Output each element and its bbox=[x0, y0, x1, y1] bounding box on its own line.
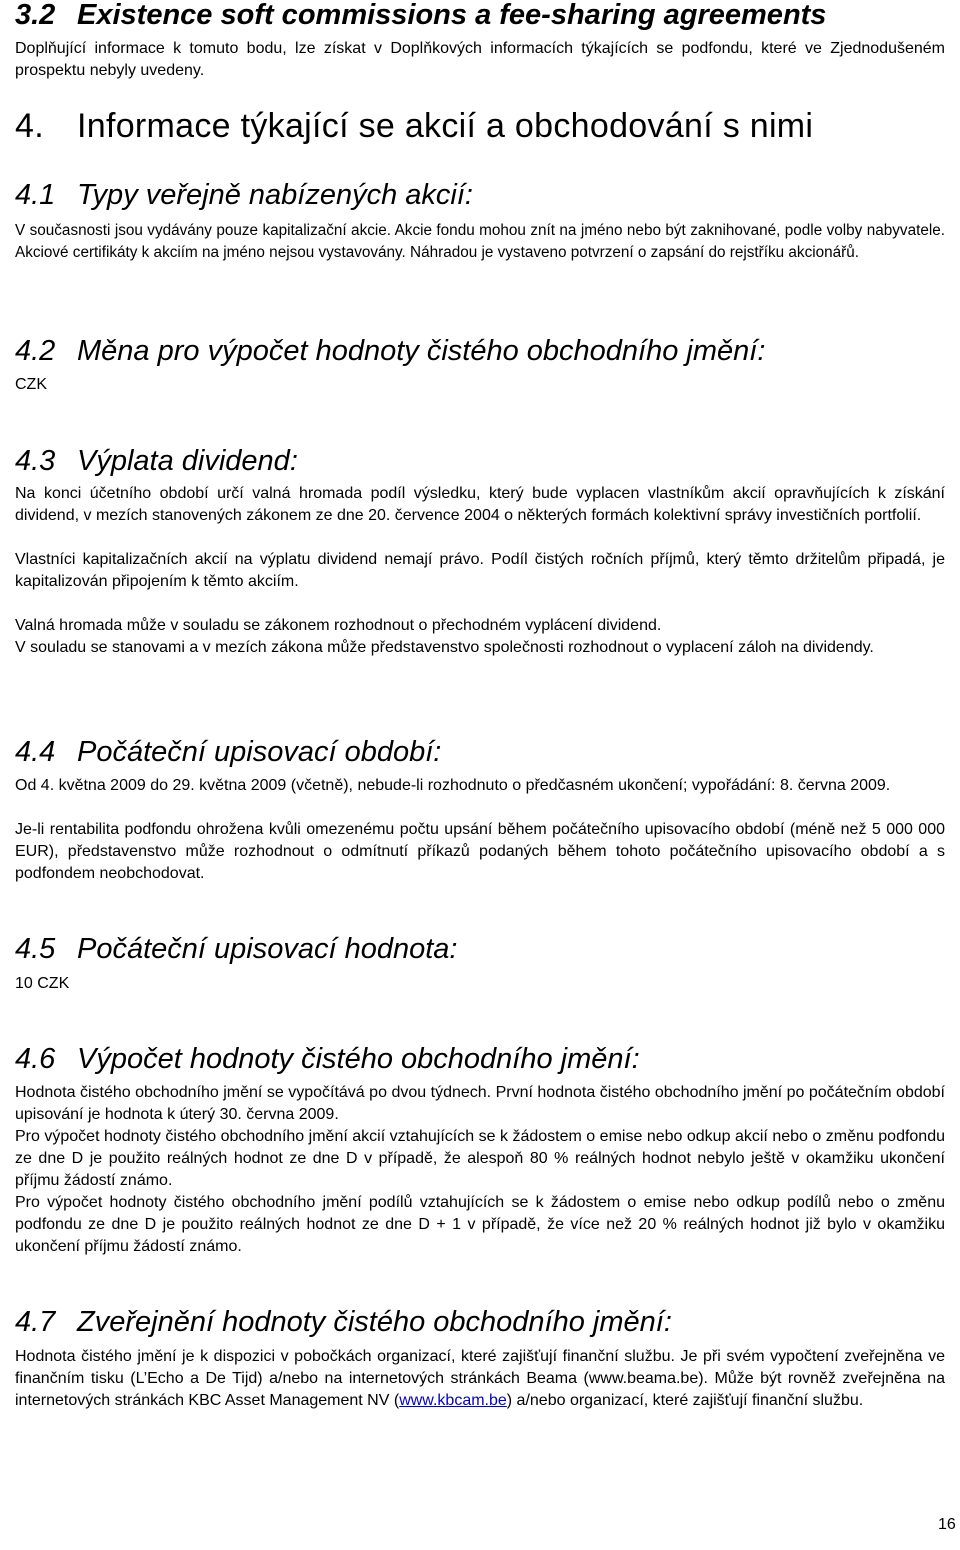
heading-4-6: 4.6 Výpočet hodnoty čistého obchodního jmění: bbox=[15, 1043, 640, 1075]
paragraph-4-3-3: Valná hromada může v souladu se zákonem rozhodnout o přechodném vyplácení dividend. bbox=[15, 617, 662, 634]
paragraph-4-5: 10 CZK bbox=[15, 975, 70, 992]
paragraph-4-6-2: Pro výpočet hodnoty čistého obchodního jmění akcií vztahujících se k žádostem o emise nebo odkup akcií nebo o změnu podfondu ze dne D je použito reálných hodnot ze dne D v případě, že alespoň 80 % reálných hodnot nebylo ještě v okamžiku ukončení příjmu žádostí známo. bbox=[15, 1128, 945, 1189]
heading-4: 4. Informace týkající se akcií a obchodování s nimi bbox=[15, 107, 814, 145]
paragraph-4-6-1: Hodnota čistého obchodního jmění se vypočítává po dvou týdnech. První hodnota čistého obchodního jmění po počátečním období upisování je hodnota k úterý 30. června 2009. bbox=[15, 1084, 945, 1123]
heading-4-2: 4.2 Měna pro výpočet hodnoty čistého obchodního jmění: bbox=[15, 335, 766, 367]
paragraph-4-3-4: V souladu se stanovami a v mezích zákona může představenstvo společnosti rozhodnout o vyplacení záloh na dividendy. bbox=[15, 639, 874, 656]
paragraph-4-7: Hodnota čistého jmění je k dispozici v pobočkách organizací, které zajišťují finanční službu. Je při svém vypočtení zveřejněna ve finančním tisku (L’Echo a De Tijd) a/nebo na internetových stránkách Beama (www.beama.be). Může být rovněž zveřejněna na internetových stránkách KBC Asset Management NV (www.kbcam.be) a/nebo organizací, které zajišťují finanční službu. bbox=[15, 1348, 945, 1409]
kbcam-link[interactable]: www.kbcam.be bbox=[399, 1392, 507, 1409]
paragraph-4-3-2: Vlastníci kapitalizačních akcií na výplatu dividend nemají právo. Podíl čistých ročních příjmů, který těmto držitelům připadá, je kapitalizován připojením k těmto akciím. bbox=[15, 551, 945, 590]
paragraph-4-6-3: Pro výpočet hodnoty čistého obchodního jmění podílů vztahujících se k žádostem o emise nebo odkup podílů nebo o změnu podfondu ze dne D je použito reálných hodnot ze dne D + 1 v případě, že více než 20 % reálných hodnot již bylo v okamžiku ukončení příjmu žádostí známo. bbox=[15, 1194, 945, 1255]
paragraph-4-3-1: Na konci účetního období určí valná hromada podíl výsledku, který bude vyplacen vlastníkům akcií opravňujících k získání dividend, v mezích stanovených zákonem ze dne 20. července 2004 o některých formách kolektivní správy investičních portfolií. bbox=[15, 485, 945, 524]
page-number: 16 bbox=[938, 1516, 956, 1533]
heading-4-4: 4.4 Počáteční upisovací období: bbox=[15, 736, 442, 768]
heading-4-5: 4.5 Počáteční upisovací hodnota: bbox=[15, 933, 458, 965]
heading-4-1: 4.1 Typy veřejně nabízených akcií: bbox=[15, 179, 473, 211]
heading-3-2: 3.2 Existence soft commissions a fee-sharing agreements bbox=[15, 0, 827, 31]
paragraph-4-4-2: Je-li rentabilita podfondu ohrožena kvůli omezenému počtu upsání během počátečního upisovacího období (méně než 5 000 000 EUR), představenstvo může rozhodnout o odmítnutí příkazů podaných během tohoto počátečního upisovacího období a s podfondem neobchodovat. bbox=[15, 821, 945, 882]
paragraph-4-4-1: Od 4. května 2009 do 29. května 2009 (včetně), nebude-li rozhodnuto o předčasném ukončení; vypořádání: 8. června 2009. bbox=[15, 777, 891, 794]
paragraph-4-1: V současnosti jsou vydávány pouze kapitalizační akcie. Akcie fondu mohou znít na jméno nebo být zaknihované, podle volby nabyvatele. Akciové certifikáty k akciím na jméno nejsou vystavovány. Náhradou je vystaveno potvrzení o zapsání do rejstříku akcionářů. bbox=[15, 222, 945, 261]
heading-4-7: 4.7 Zveřejnění hodnoty čistého obchodního jmění: bbox=[15, 1306, 672, 1338]
paragraph-4-2: CZK bbox=[15, 376, 47, 393]
heading-4-3: 4.3 Výplata dividend: bbox=[15, 445, 298, 477]
paragraph-3-2: Doplňující informace k tomuto bodu, lze získat v Doplňkových informacích týkajících se podfondu, které ve Zjednodušeném prospektu nebyly uvedeny. bbox=[15, 40, 945, 79]
